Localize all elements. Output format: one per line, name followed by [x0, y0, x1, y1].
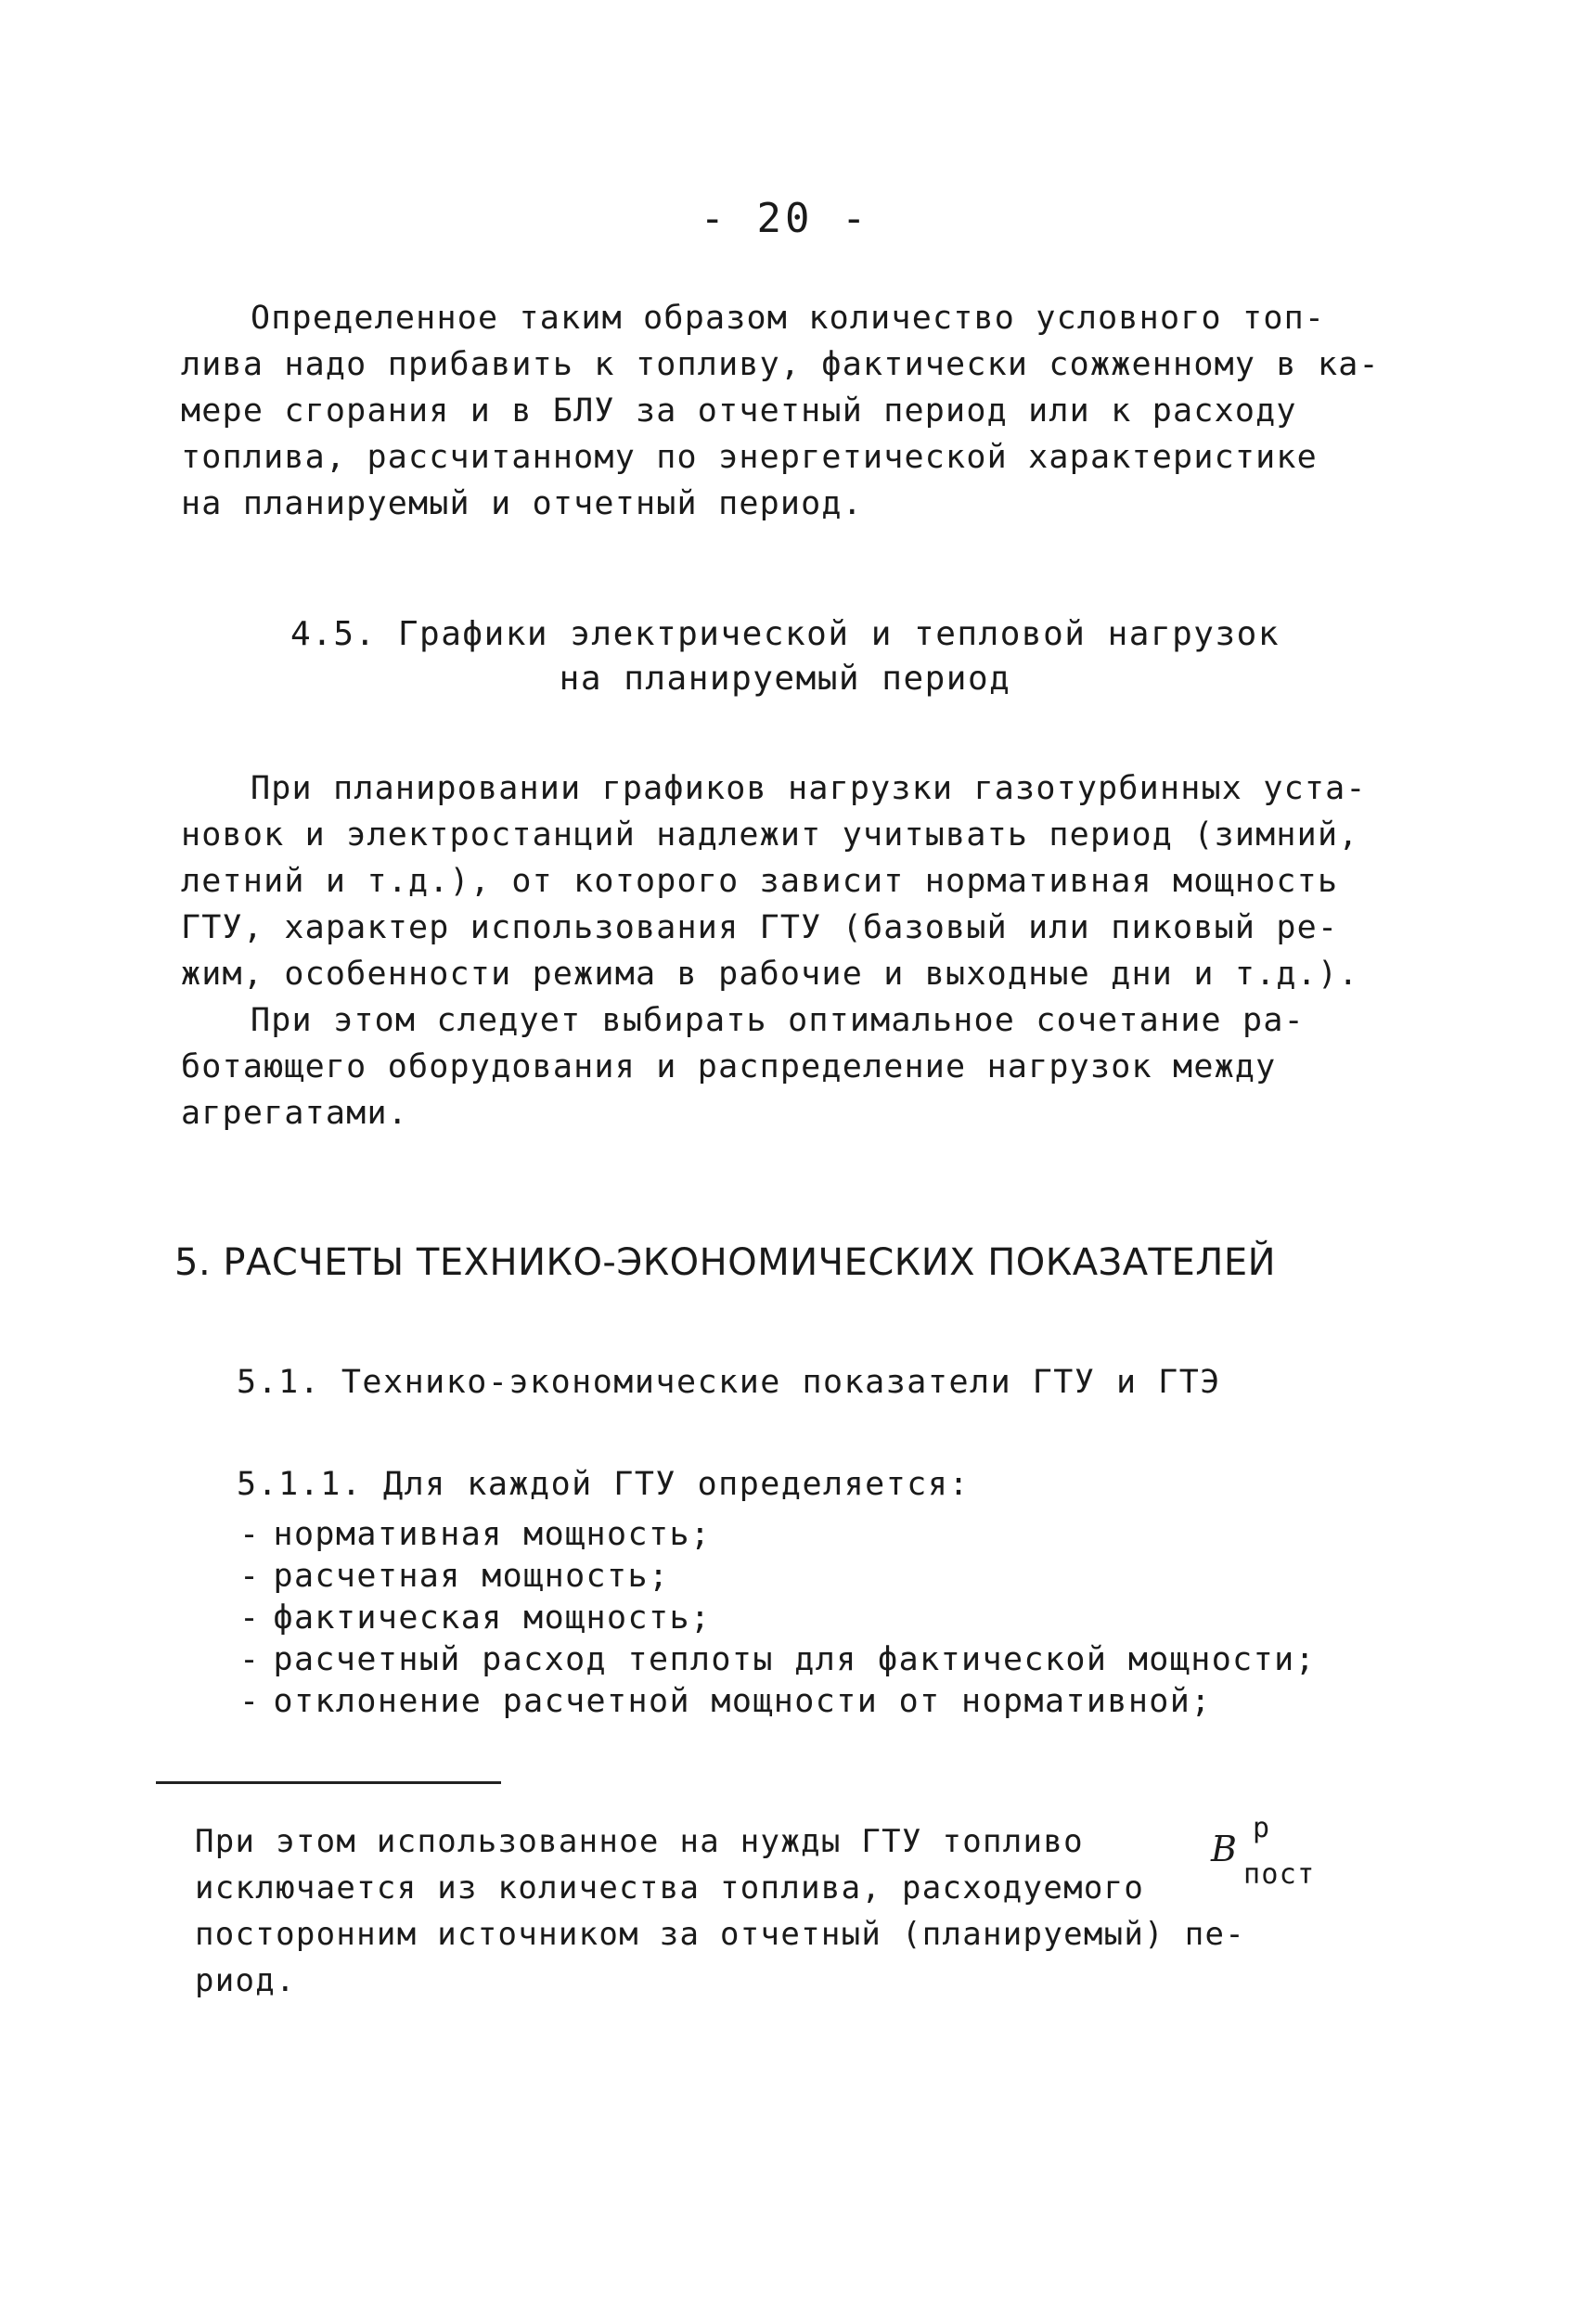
list-item — [239, 1514, 1316, 1556]
paragraph-load-planning — [181, 765, 1424, 1136]
list-item-text: фактическая мощность; — [273, 1599, 712, 1637]
paragraph-line: При планировании графиков нагрузки газотурбинных уста- — [251, 770, 1367, 807]
list-item-text: расчетная мощность; — [273, 1558, 670, 1595]
heading-line: 4.5. Графики электрической и тепловой нагрузок — [290, 615, 1280, 653]
paragraph-line: летний и т.д.), от которого зависит нормативная мощность — [181, 863, 1339, 900]
list-item-text: отклонение расчетной мощности от нормативной; — [273, 1683, 1212, 1720]
list-item — [239, 1639, 1316, 1681]
paragraph-line: жим, особенности режима в рабочие и выходные дни и т.д.). — [181, 956, 1359, 993]
paragraph-line: ГТУ, характер использования ГТУ (базовый или пиковый ре- — [181, 909, 1339, 946]
section-heading-5: 5. РАСЧЕТЫ ТЕХНИКО-ЭКОНОМИЧЕСКИХ ПОКАЗАТЕЛЕЙ — [174, 1241, 1277, 1284]
footnote-line: риод. — [195, 1962, 296, 1999]
paragraph-line: мере сгорания и в БЛУ за отчетный период или к расходу — [181, 392, 1297, 430]
footnote-line: исключается из количества топлива, расходуемого — [195, 1869, 1145, 1907]
heading-line: на планируемый период — [559, 660, 1011, 698]
list-item — [239, 1681, 1316, 1723]
paragraph-line: ботающего оборудования и распределение нагрузок между — [181, 1048, 1277, 1085]
footnote-divider — [156, 1781, 501, 1784]
paragraph-line: топлива, рассчитанному по энергетической характеристике — [181, 439, 1318, 476]
page-number: - 20 - — [700, 195, 870, 242]
list-item — [239, 1556, 1316, 1598]
list-item-text: расчетный расход теплоты для фактической мощности; — [273, 1641, 1317, 1678]
list-dash: - — [239, 1599, 261, 1637]
paragraph-line: При этом следует выбирать оптимальное сочетание ра- — [251, 1002, 1305, 1039]
paragraph-line: лива надо прибавить к топливу, фактически сожженному в ка- — [181, 346, 1380, 383]
list-dash: - — [239, 1516, 261, 1553]
list-dash: - — [239, 1641, 261, 1678]
section-heading-5-1-1: 5.1.1. Для каждой ГТУ определяется: — [237, 1466, 971, 1503]
indicator-list — [239, 1514, 1316, 1723]
section-heading-4-5 — [0, 612, 1570, 701]
list-item — [239, 1598, 1316, 1639]
section-heading-5-1: 5.1. Технико-экономические показатели ГТУ и ГТЭ — [237, 1364, 1221, 1401]
list-dash: - — [239, 1683, 261, 1720]
paragraph-line: Определенное таким образом количество условного топ- — [251, 300, 1326, 337]
paragraph-line: новок и электростанций надлежит учитывать период (зимний, — [181, 816, 1359, 854]
footnote-line: При этом использованное на нужды ГТУ топливо — [195, 1823, 1084, 1860]
footnote-line: посторонним источником за отчетный (планируемый) пе- — [195, 1916, 1246, 1953]
paragraph-line: на планируемый и отчетный период. — [181, 485, 863, 522]
paragraph-fuel-accounting — [181, 295, 1424, 527]
fuel-symbol: B — [1211, 1829, 1239, 1869]
fuel-symbol-superscript: р — [1253, 1812, 1271, 1844]
paragraph-line: агрегатами. — [181, 1095, 408, 1132]
list-item-text: нормативная мощность; — [273, 1516, 712, 1553]
footnote — [195, 1812, 1373, 2004]
list-dash: - — [239, 1558, 261, 1595]
fuel-symbol-subscript: пост — [1243, 1858, 1316, 1891]
